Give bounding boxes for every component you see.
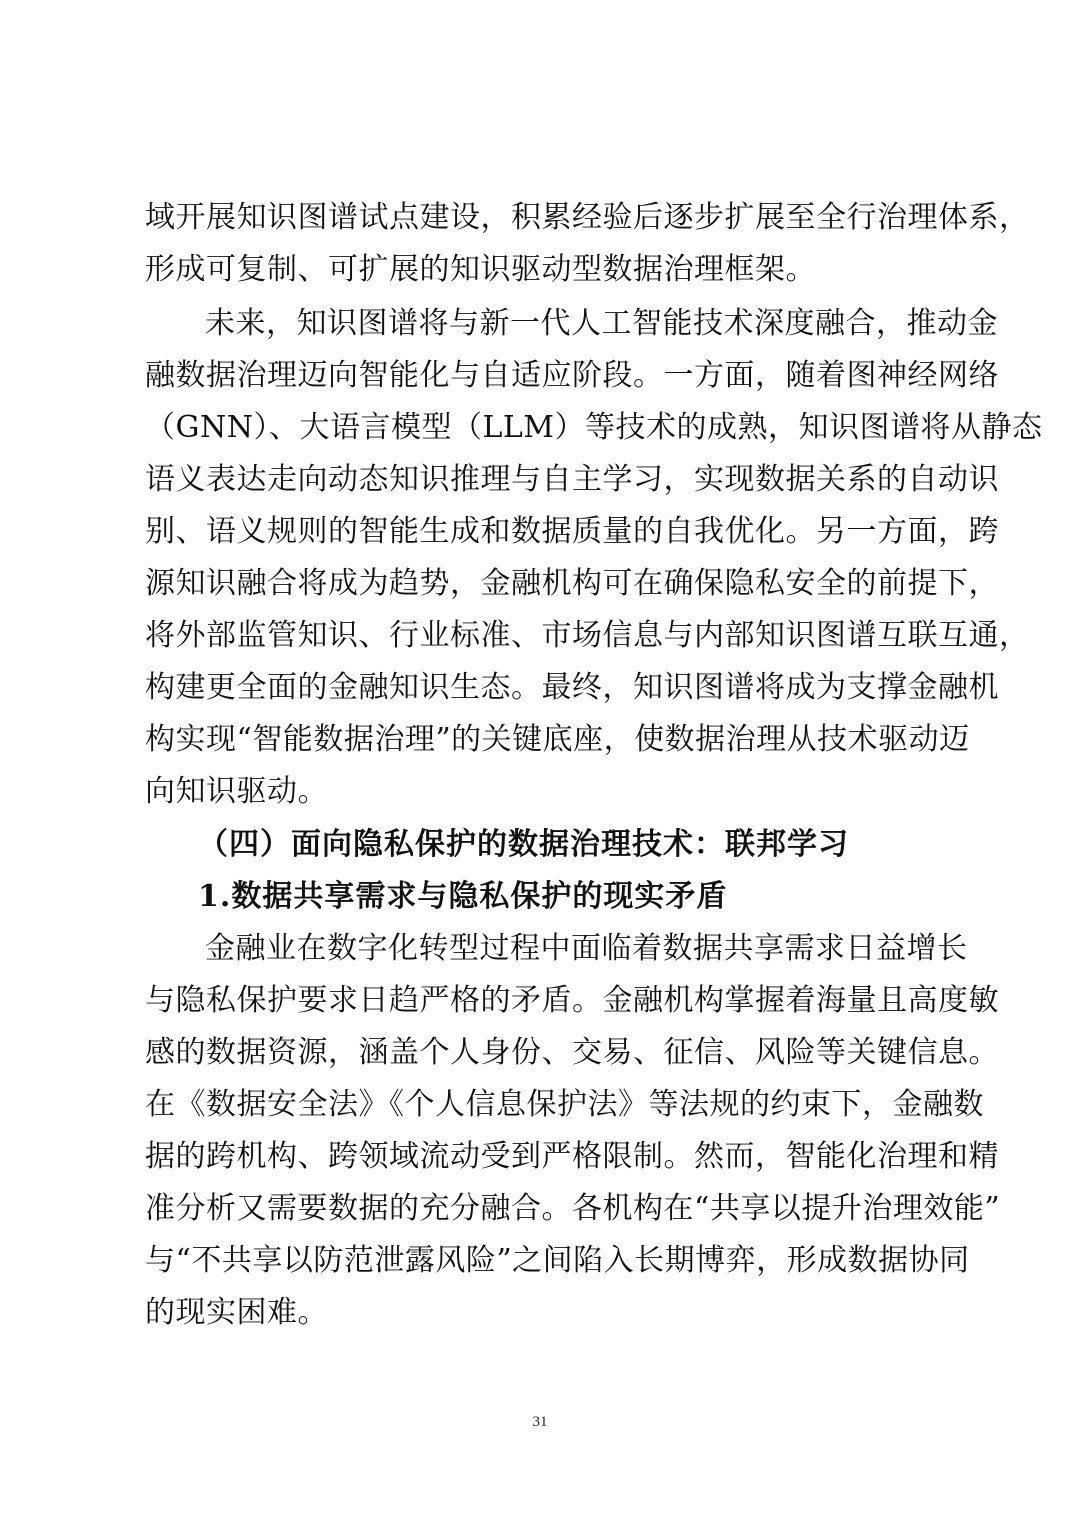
body-text-line: 语义表达走向动态知识推理与自主学习，实现数据关系的自动识 bbox=[145, 462, 999, 497]
body-text-line: 将外部监管知识、行业标准、市场信息与内部知识图谱互联互通， bbox=[145, 618, 1030, 653]
body-text-line: 形成可复制、可扩展的知识驱动型数据治理框架。 bbox=[145, 252, 816, 287]
body-text-line: 向知识驱动。 bbox=[145, 774, 328, 809]
body-text-line: 感的数据资源，涵盖个人身份、交易、征信、风险等关键信息。 bbox=[145, 1035, 999, 1070]
subsection-heading: 1.数据共享需求与隐私保护的现实矛盾 bbox=[198, 879, 728, 914]
body-text-line: 别、语义规则的智能生成和数据质量的自我优化。另一方面，跨 bbox=[145, 514, 999, 549]
body-text-line: 的现实困难。 bbox=[145, 1295, 328, 1330]
body-text-line: 准分析又需要数据的充分融合。各机构在“共享以提升治理效能” bbox=[145, 1191, 1001, 1226]
body-text-line: 与“不共享以防范泄露风险”之间陷入长期博弈，形成数据协同 bbox=[145, 1243, 970, 1278]
body-text-line: 在《数据安全法》《个人信息保护法》等法规的约束下，金融数 bbox=[145, 1087, 984, 1122]
page-number: 31 bbox=[532, 1414, 548, 1430]
body-text-line: 据的跨机构、跨领域流动受到严格限制。然而，智能化治理和精 bbox=[145, 1139, 999, 1174]
body-text-line: 构实现“智能数据治理”的关键底座，使数据治理从技术驱动迈 bbox=[145, 722, 970, 757]
body-text-line: 融数据治理迈向智能化与自适应阶段。一方面，随着图神经网络 bbox=[145, 358, 999, 393]
body-text-line: 源知识融合将成为趋势，金融机构可在确保隐私安全的前提下， bbox=[145, 566, 999, 601]
section-heading: （四）面向隐私保护的数据治理技术：联邦学习 bbox=[198, 827, 849, 862]
body-text-line: 与隐私保护要求日趋严格的矛盾。金融机构掌握着海量且高度敏 bbox=[145, 983, 999, 1018]
body-text-line: 构建更全面的金融知识生态。最终，知识图谱将成为支撑金融机 bbox=[145, 670, 999, 705]
body-text-line: 金融业在数字化转型过程中面临着数据共享需求日益增长 bbox=[205, 931, 968, 966]
body-text-line: 未来，知识图谱将与新一代人工智能技术深度融合，推动金 bbox=[205, 306, 998, 341]
body-text-line: （GNN）、大语言模型（LLM）等技术的成熟，知识图谱将从静态 bbox=[145, 410, 1043, 445]
body-text-line: 域开展知识图谱试点建设，积累经验后逐步扩展至全行治理体系， bbox=[145, 200, 1030, 235]
